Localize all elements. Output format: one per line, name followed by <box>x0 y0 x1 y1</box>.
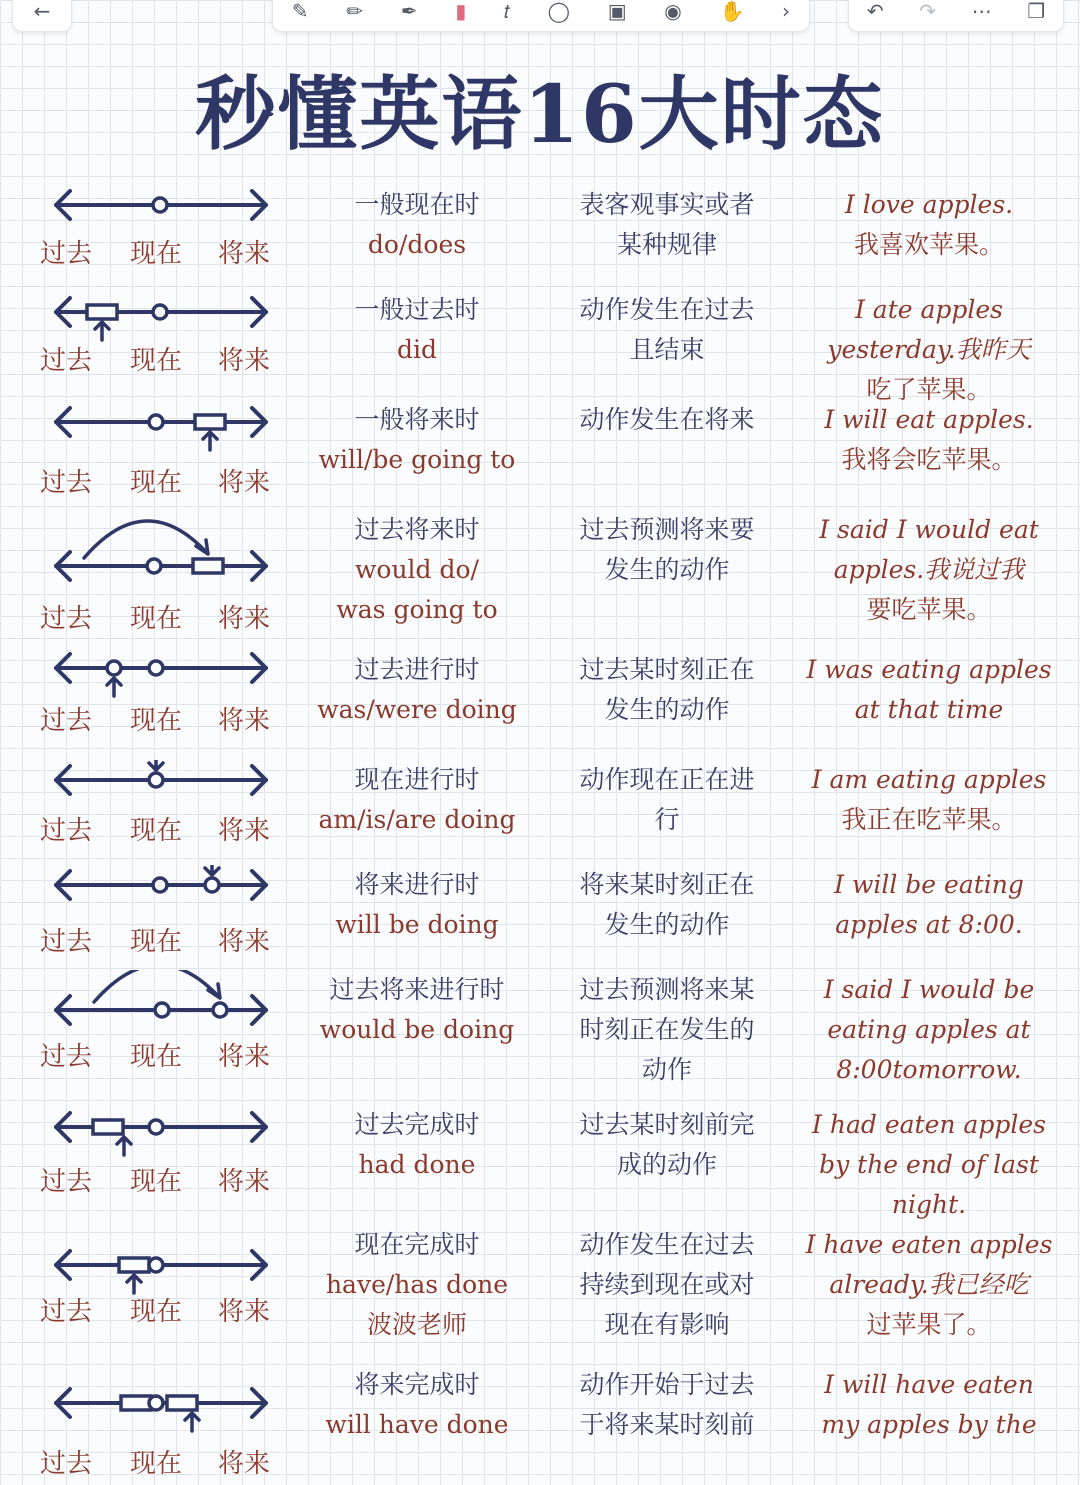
description-line: 动作开始于过去 <box>579 1370 755 1399</box>
timeline-point <box>149 1120 163 1134</box>
timeline-diagram <box>36 650 296 770</box>
description-line: 持续到现在或对 <box>579 1270 755 1299</box>
tense-description <box>552 760 782 840</box>
tense-title: 一般现在时 <box>354 190 480 219</box>
description-line: 动作发生在过去 <box>579 295 755 324</box>
timeline-interval <box>121 1396 151 1410</box>
timeline-diagram <box>36 760 296 880</box>
tense-description <box>552 865 782 945</box>
timeline-label-future: 将来 <box>218 1297 271 1327</box>
timeline-label-future: 将来 <box>218 346 271 376</box>
timeline-diagram <box>36 1225 296 1345</box>
pointer-up-icon <box>117 1137 131 1155</box>
description-line: 发生的动作 <box>604 555 730 584</box>
timeline-label-future: 将来 <box>218 1042 271 1072</box>
timeline-label-present: 现在 <box>130 1449 183 1479</box>
timeline-interval <box>167 1396 197 1410</box>
tense-form: would be doing <box>319 1015 515 1044</box>
highlighter-icon[interactable]: ✒ <box>400 0 418 23</box>
description-line: 过去某时刻前完 <box>579 1110 755 1139</box>
tense-form: 波波老师 <box>366 1310 467 1339</box>
undo-icon[interactable]: ↶ <box>866 0 884 23</box>
tense-form: was going to <box>336 595 498 624</box>
chevron-right-icon[interactable]: › <box>782 0 791 23</box>
eraser-icon[interactable]: ▮ <box>455 0 467 23</box>
timeline-label-present: 现在 <box>130 927 183 957</box>
timeline-label-future: 将来 <box>218 706 271 736</box>
timeline-label-present: 现在 <box>130 604 183 634</box>
example-line: I ate apples <box>854 295 1004 324</box>
example-line: apples.我说过我 <box>833 555 1025 584</box>
timeline-label-past: 过去 <box>40 927 93 957</box>
timeline-label-future: 将来 <box>218 1449 271 1479</box>
description-line: 动作发生在过去 <box>579 1230 755 1259</box>
projection-arc-icon <box>94 970 220 1002</box>
description-line: 行 <box>654 805 680 834</box>
example-line: I said I would eat <box>819 515 1039 544</box>
example-line: at that time <box>854 695 1004 724</box>
example-line: 我喜欢苹果。 <box>853 230 1004 259</box>
tense-description <box>552 1365 782 1445</box>
tense-form: had done <box>358 1150 476 1179</box>
lasso-icon[interactable]: ◯ <box>547 0 571 23</box>
timeline-point <box>205 878 219 892</box>
description-line: 某种规律 <box>616 230 717 259</box>
tense-description <box>552 185 782 265</box>
timeline-point <box>147 559 161 573</box>
page-title: 秒懂英语16大时态 <box>195 67 885 161</box>
tense-example <box>794 400 1064 480</box>
text-tool-icon[interactable]: 𝑡 <box>503 0 510 23</box>
tense-title: 过去进行时 <box>354 655 480 684</box>
timeline-point <box>149 1258 163 1272</box>
example-line: night. <box>891 1190 967 1219</box>
timeline-point <box>149 661 163 675</box>
example-line: already.我已经吃 <box>829 1270 1029 1299</box>
timeline-point <box>149 1396 163 1410</box>
tense-title: 一般过去时 <box>354 295 480 324</box>
timeline-point <box>155 1003 169 1017</box>
tense-form: will be doing <box>335 910 499 939</box>
description-line: 过去预测将来要 <box>579 515 755 544</box>
hand-icon[interactable]: ✋ <box>719 0 745 23</box>
tense-name <box>302 970 532 1050</box>
timeline-diagram <box>36 510 296 634</box>
timeline-label-present: 现在 <box>130 1042 183 1072</box>
timeline-diagram <box>36 290 296 410</box>
tense-description <box>552 970 782 1090</box>
timeline-label-present: 现在 <box>130 1297 183 1327</box>
tense-example <box>794 970 1064 1090</box>
description-line: 动作发生在将来 <box>579 405 755 434</box>
timeline-interval <box>193 559 223 573</box>
description-line: 将来某时刻正在 <box>579 870 755 899</box>
image-icon[interactable]: ▣ <box>607 0 627 23</box>
description-line: 过去预测将来某 <box>579 975 755 1004</box>
tense-example <box>794 510 1064 630</box>
timeline-label-past: 过去 <box>40 1167 93 1197</box>
tense-name <box>302 865 532 945</box>
tense-description <box>552 1105 782 1185</box>
timeline-diagram <box>36 865 296 985</box>
example-line: I will have eaten <box>824 1370 1034 1399</box>
example-line: 过苹果了。 <box>866 1310 992 1339</box>
timeline-point <box>107 661 121 675</box>
timeline-label-past: 过去 <box>40 1297 93 1327</box>
tense-form: have/has done <box>325 1270 509 1299</box>
timeline-label-past: 过去 <box>40 604 93 634</box>
description-line: 发生的动作 <box>604 695 730 724</box>
timeline-point <box>153 198 167 212</box>
timeline-svg <box>36 400 296 520</box>
tense-example <box>794 1225 1064 1345</box>
tense-name <box>302 290 532 370</box>
example-line: 8:00tomorrow. <box>836 1055 1022 1084</box>
tense-title: 过去将来时 <box>354 515 480 544</box>
timeline-interval <box>195 415 225 429</box>
description-line: 现在有影响 <box>604 1310 730 1339</box>
tense-description <box>552 510 782 590</box>
tense-description <box>552 650 782 730</box>
toolbar <box>0 0 1080 34</box>
tense-name <box>302 1365 532 1445</box>
example-line: I love apples. <box>844 190 1014 219</box>
timeline-label-past: 过去 <box>40 1042 93 1072</box>
example-line: 要吃苹果。 <box>866 595 992 624</box>
example-line: I was eating apples <box>806 655 1052 684</box>
toolbar-tools-group <box>272 0 810 32</box>
tense-name <box>302 185 532 265</box>
tense-example <box>794 760 1064 840</box>
tense-description <box>552 400 782 440</box>
timeline-label-future: 将来 <box>218 1167 271 1197</box>
tense-name <box>302 760 532 840</box>
tense-title: 过去将来进行时 <box>329 975 505 1004</box>
tense-title: 现在进行时 <box>354 765 480 794</box>
timeline-label-past: 过去 <box>40 468 93 498</box>
tense-name <box>302 650 532 730</box>
tense-title: 将来进行时 <box>354 870 480 899</box>
timeline-label-future: 将来 <box>218 468 271 498</box>
example-line: I said I would be <box>823 975 1035 1004</box>
more-icon[interactable]: ⋯ <box>971 0 992 23</box>
tense-form: would do/ <box>355 555 479 584</box>
tense-title: 将来完成时 <box>354 1370 480 1399</box>
tense-title: 过去完成时 <box>354 1110 480 1139</box>
timeline-point <box>213 1003 227 1017</box>
pages-icon[interactable]: ❐ <box>1027 0 1046 23</box>
example-line: eating apples at <box>827 1015 1031 1044</box>
description-line: 发生的动作 <box>604 910 730 939</box>
timeline-diagram <box>36 1105 296 1225</box>
description-line: 动作现在正在进 <box>579 765 755 794</box>
back-arrow-icon[interactable]: ← <box>33 0 51 23</box>
timeline-diagram <box>36 185 296 305</box>
microphone-icon[interactable]: ◉ <box>664 0 682 23</box>
pointer-up-icon <box>107 678 121 696</box>
tense-example <box>794 1105 1064 1225</box>
example-line: I had eaten apples <box>812 1110 1046 1139</box>
timeline-point <box>149 415 163 429</box>
description-line: 且结束 <box>629 335 705 364</box>
toolbar-left-group <box>12 0 72 32</box>
timeline-point <box>153 878 167 892</box>
tense-form: do/does <box>367 230 467 259</box>
timeline-label-past: 过去 <box>40 346 93 376</box>
tense-name <box>302 1105 532 1185</box>
tense-title: 一般将来时 <box>354 405 480 434</box>
description-line: 于将来某时刻前 <box>579 1410 755 1439</box>
tense-name <box>302 510 532 630</box>
pointer-up-icon <box>203 432 217 450</box>
tense-form: am/is/are doing <box>318 805 516 834</box>
tense-example <box>794 650 1064 730</box>
pointer-down-icon <box>205 865 219 875</box>
example-line: I am eating apples <box>811 765 1047 794</box>
timeline-label-present: 现在 <box>130 468 183 498</box>
tense-form: was/were doing <box>317 695 517 724</box>
tense-example <box>794 185 1064 265</box>
description-line: 时刻正在发生的 <box>579 1015 755 1044</box>
example-line: yesterday.我昨天 <box>827 335 1031 364</box>
timeline-label-future: 将来 <box>218 927 271 957</box>
tense-example <box>794 1365 1064 1445</box>
timeline-interval <box>119 1258 149 1272</box>
redo-icon[interactable]: ↷ <box>919 0 936 23</box>
example-line: by the end of last <box>819 1150 1039 1179</box>
timeline-label-present: 现在 <box>130 239 183 269</box>
timeline-interval <box>93 1120 123 1134</box>
pointer-up-icon <box>95 322 109 340</box>
timeline-label-present: 现在 <box>130 816 183 846</box>
example-line: my apples by the <box>821 1410 1037 1439</box>
timeline-label-future: 将来 <box>218 816 271 846</box>
pointer-up-icon <box>185 1413 199 1431</box>
timeline-point <box>153 305 167 319</box>
projection-arc-icon <box>84 521 208 558</box>
timeline-label-past: 过去 <box>40 706 93 736</box>
timeline-label-present: 现在 <box>130 346 183 376</box>
tense-description <box>552 290 782 370</box>
example-line: I have eaten apples <box>805 1230 1053 1259</box>
timeline-label-past: 过去 <box>40 1449 93 1479</box>
toolbar-right-group <box>848 0 1064 32</box>
tense-name <box>302 400 532 480</box>
example-line: 我将会吃苹果。 <box>841 445 1017 474</box>
timeline-label-past: 过去 <box>40 816 93 846</box>
timeline-diagram <box>36 970 296 1090</box>
timeline-label-future: 将来 <box>218 604 271 634</box>
timeline-diagram <box>36 400 296 520</box>
timeline-label-future: 将来 <box>218 239 271 269</box>
example-line: I will eat apples. <box>824 405 1034 434</box>
tense-example <box>794 865 1064 945</box>
tense-name <box>302 1225 532 1345</box>
description-line: 过去某时刻正在 <box>579 655 755 684</box>
pen-icon[interactable]: ✎ <box>291 0 309 23</box>
tense-form: will have done <box>325 1410 509 1439</box>
example-line: 吃了苹果。 <box>866 375 992 404</box>
pencil-icon[interactable]: ✏ <box>346 0 364 23</box>
description-line: 动作 <box>641 1055 692 1084</box>
timeline-label-present: 现在 <box>130 706 183 736</box>
example-line: I will be eating <box>834 870 1024 899</box>
tense-description <box>552 1225 782 1345</box>
timeline-diagram <box>36 1365 296 1485</box>
tense-example <box>794 290 1064 410</box>
example-line: apples at 8:00. <box>835 910 1023 939</box>
timeline-label-past: 过去 <box>40 239 93 269</box>
description-line: 成的动作 <box>616 1150 717 1179</box>
example-line: 我正在吃苹果。 <box>841 805 1017 834</box>
timeline-point <box>149 773 163 787</box>
description-line: 表客观事实或者 <box>579 190 755 219</box>
tense-title: 现在完成时 <box>354 1230 480 1259</box>
tense-form: did <box>396 335 437 364</box>
timeline-interval <box>87 305 117 319</box>
pointer-down-icon <box>149 760 163 770</box>
tense-form: will/be going to <box>318 445 516 474</box>
timeline-label-present: 现在 <box>130 1167 183 1197</box>
